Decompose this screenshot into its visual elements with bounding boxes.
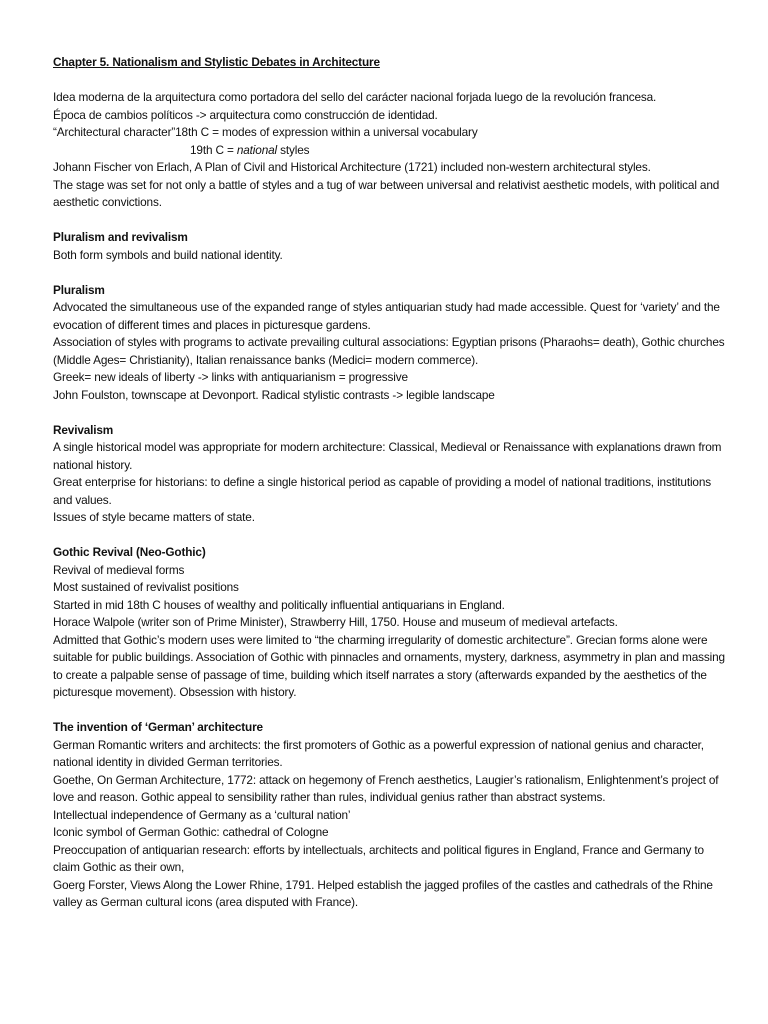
section-line: Association of styles with programs to activate prevailing cultural associations: Egyptian prisons (Pharaohs= death), Gothic churches (Middle Ages= Christianity), Italian renaissance banks (Medici= modern commerce). bbox=[53, 335, 725, 367]
section-line: John Foulston, townscape at Devonport. Radical stylistic contrasts -> legible landscape bbox=[53, 387, 495, 402]
section-line: Most sustained of revivalist positions bbox=[53, 580, 239, 594]
section-line: Advocated the simultaneous use of the expanded range of styles antiquarian study had made accessible. Quest for ‘variety’ and the evocation of different times and places in picturesque gardens. bbox=[53, 300, 720, 332]
section-gothic-revival bbox=[53, 544, 725, 702]
intro-line: Época de cambios políticos -> arquitectura como construcción de identidad. bbox=[53, 107, 438, 122]
indented-prefix: 19th C = bbox=[190, 142, 237, 157]
section-line: Admitted that Gothic’s modern uses were limited to “the charming irregularity of domestic architecture”. Grecian forms alone were suitable for public buildings. Association of Gothic with pinnacles and ornaments, mystery, darkness, asymmetry in plan and massing to create a palpable sense of passage of time, building which itself narrates a story (afterwards expanded by the aesthetics of the picturesque movement). Obsession with history. bbox=[53, 632, 725, 699]
section-line: Goerg Forster, Views Along the Lower Rhine, 1791. Helped establish the jagged profiles of the castles and cathedrals of the Rhine valley as German cultural icons (area disputed with France). bbox=[53, 877, 713, 909]
section-heading: Pluralism bbox=[53, 282, 105, 297]
section-line: Issues of style became matters of state. bbox=[53, 510, 255, 524]
section-line: Intellectual independence of Germany as a ‘cultural nation’ bbox=[53, 807, 351, 822]
indented-suffix: styles bbox=[276, 142, 310, 157]
section-line: Iconic symbol of German Gothic: cathedral of Cologne bbox=[53, 825, 329, 839]
section-heading: Gothic Revival (Neo-Gothic) bbox=[53, 545, 206, 559]
section-line: A single historical model was appropriate for modern architecture: Classical, Medieval or Renaissance with explanations drawn from national history. bbox=[53, 440, 722, 472]
intro-indented-line bbox=[53, 142, 725, 160]
intro-line: Idea moderna de la arquitectura como portadora del sello del carácter nacional forjada luego de la revolución francesa. bbox=[53, 90, 657, 104]
section-pluralism bbox=[53, 282, 725, 405]
section-revivalism bbox=[53, 422, 725, 527]
section-heading: The invention of ‘German’ architecture bbox=[53, 720, 263, 734]
chapter-title: Chapter 5. Nationalism and Stylistic Debates in Architecture bbox=[53, 55, 380, 69]
section-line: Both form symbols and build national identity. bbox=[53, 247, 283, 262]
section-heading: Pluralism and revivalism bbox=[53, 230, 188, 244]
intro-line: The stage was set for not only a battle of styles and a tug of war between universal and relativist aesthetic models, with political and aesthetic convictions. bbox=[53, 177, 720, 209]
section-line: Goethe, On German Architecture, 1772: attack on hegemony of French aesthetics, Laugier’s rationalism, Enlightenment’s project of love and reason. Gothic appeal to sensibility rather than rules, individual genius rather than abstract systems. bbox=[53, 772, 719, 804]
section-german-architecture bbox=[53, 719, 725, 912]
intro-line: Johann Fischer von Erlach, A Plan of Civil and Historical Architecture (1721) included non-western architectural styles. bbox=[53, 160, 651, 174]
section-line: Started in mid 18th C houses of wealthy and politically influential antiquarians in England. bbox=[53, 597, 505, 612]
indented-emphasis: national bbox=[236, 142, 277, 157]
intro-section bbox=[53, 89, 725, 212]
section-pluralism-and-revivalism bbox=[53, 229, 725, 264]
document-page bbox=[53, 54, 725, 929]
section-heading: Revivalism bbox=[53, 422, 114, 437]
section-line: German Romantic writers and architects: the first promoters of Gothic as a powerful expression of national genius and character, national identity in divided German territories. bbox=[53, 737, 704, 769]
section-line: Greek= new ideals of liberty -> links with antiquarianism = progressive bbox=[53, 370, 408, 384]
section-line: Preoccupation of antiquarian research: efforts by intellectuals, architects and political figures in England, France and Germany to claim Gothic as their own, bbox=[53, 842, 704, 874]
intro-line: “Architectural character”18th C = modes of expression within a universal vocabulary bbox=[53, 125, 478, 139]
section-line: Horace Walpole (writer son of Prime Minister), Strawberry Hill, 1750. House and museum of medieval artefacts. bbox=[53, 615, 618, 629]
section-line: Revival of medieval forms bbox=[53, 562, 185, 577]
section-line: Great enterprise for historians: to define a single historical period as capable of providing a model of national traditions, institutions and values. bbox=[53, 475, 712, 507]
